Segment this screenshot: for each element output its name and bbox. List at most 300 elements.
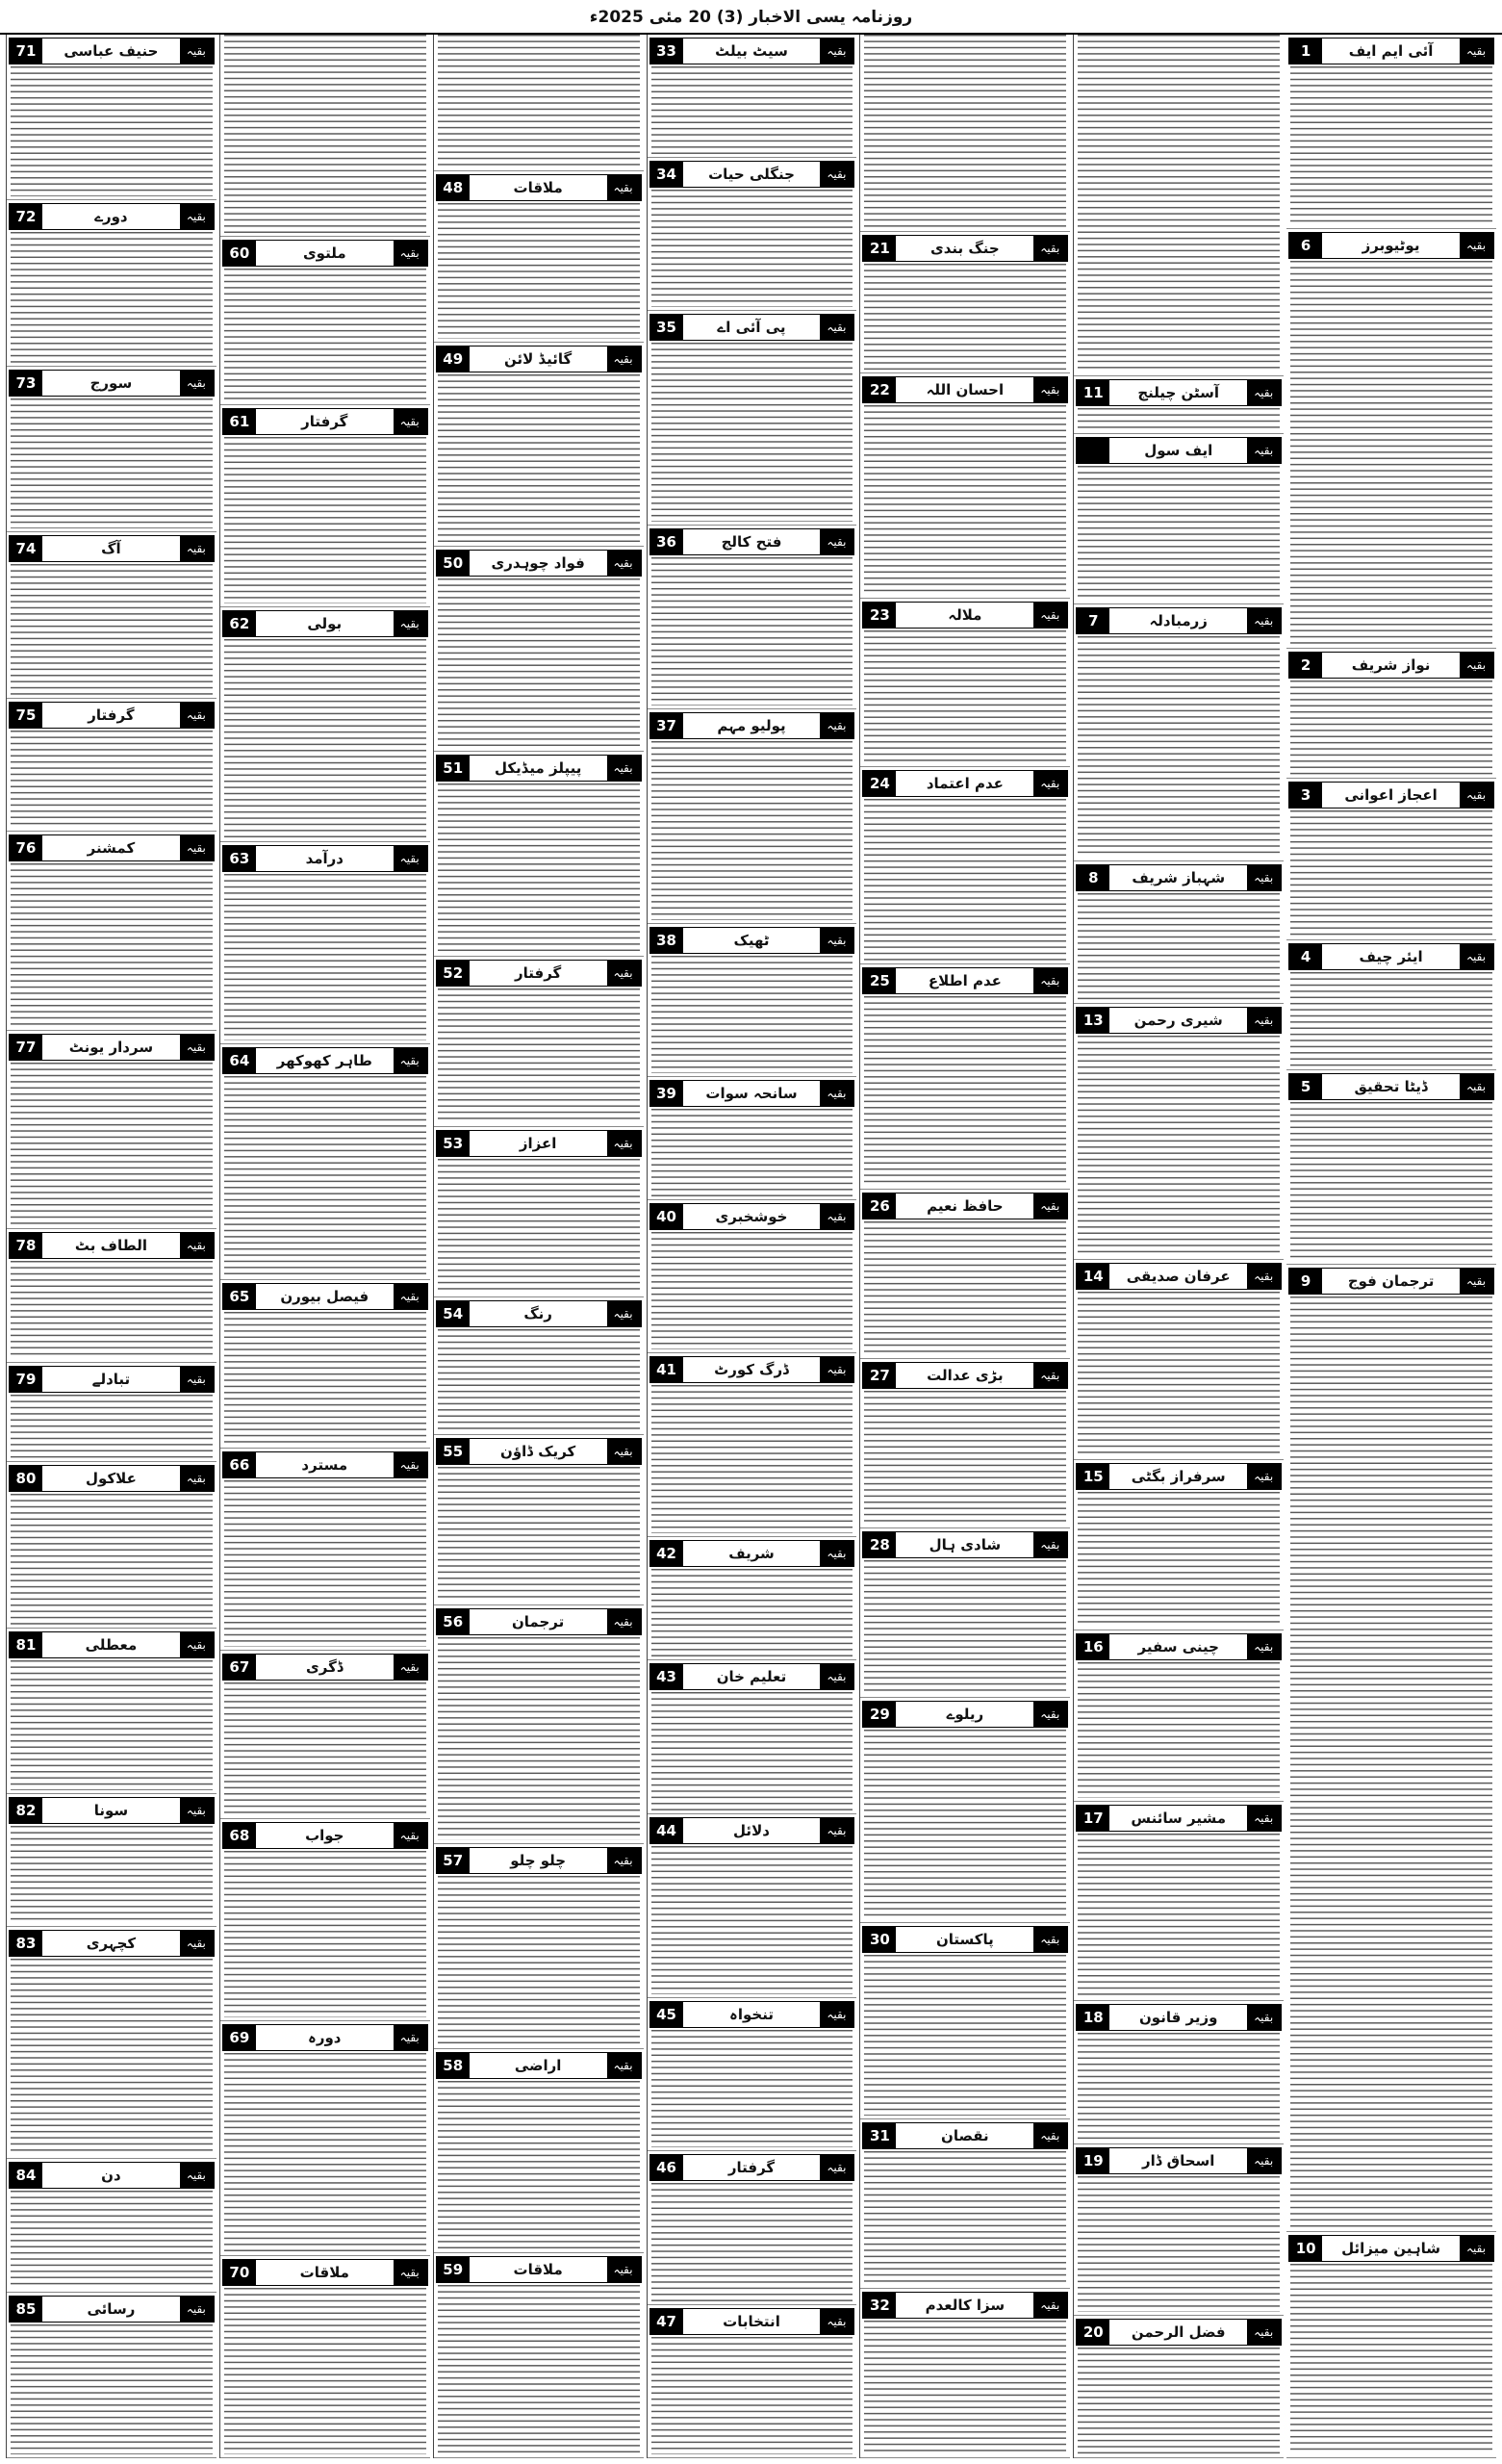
continuation-label: بقیہ [1247, 2148, 1281, 2173]
continuation-article [220, 1280, 430, 1449]
article-title: جنگ بندی [896, 236, 1033, 261]
continuation-label: بقیہ [394, 2260, 427, 2285]
article-header [436, 2256, 642, 2283]
article-body-text [11, 1261, 213, 1358]
article-number: 58 [437, 2053, 470, 2078]
article-header [649, 528, 855, 555]
article-title: خوشخبری [683, 1204, 821, 1229]
continuation-label: بقیہ [180, 1632, 214, 1657]
article-number: 67 [223, 1655, 256, 1680]
article-body-text [438, 1876, 640, 2045]
article-number: 75 [10, 703, 42, 728]
article-header [1076, 379, 1282, 406]
continuation-label: بقیہ [820, 529, 853, 554]
article-title: شادی ہال [896, 1532, 1033, 1557]
continuation-label: بقیہ [180, 1367, 214, 1392]
continuation-label: بقیہ [1033, 1532, 1067, 1557]
continuation-article [1286, 940, 1496, 1070]
article-number: 40 [650, 1204, 683, 1229]
continuation-article [220, 1044, 430, 1280]
article-header [436, 1847, 642, 1874]
news-column [433, 35, 644, 2458]
article-body-text [864, 1391, 1066, 1525]
article-body-text [438, 783, 640, 953]
article-header [1288, 38, 1494, 64]
article-header [649, 1203, 855, 1230]
continuation-article [648, 2151, 857, 2304]
article-body-text [224, 1682, 426, 1815]
article-title: ملالہ [896, 603, 1033, 628]
article-body-text [1078, 1292, 1280, 1455]
article-title: رسائی [42, 2297, 180, 2322]
continuation-article [648, 924, 857, 1077]
article-title: گرفتار [42, 703, 180, 728]
article-header [649, 314, 855, 341]
article-header [1076, 1633, 1282, 1660]
continuation-article [7, 699, 216, 832]
article-header [222, 610, 428, 637]
article-header [862, 1362, 1068, 1389]
article-header [9, 1034, 215, 1061]
article-header [436, 960, 642, 987]
continuation-label: بقیہ [1247, 2320, 1281, 2345]
article-number: 38 [650, 928, 683, 953]
article-number: 60 [223, 241, 256, 266]
article-body-text [864, 2321, 1066, 2454]
article-body-text [864, 35, 1066, 228]
article-title: حافظ نعیم [896, 1194, 1033, 1219]
article-header [436, 1438, 642, 1465]
article-header [222, 2259, 428, 2286]
article-header [649, 1080, 855, 1107]
article-title: وزیر قانون [1109, 2005, 1247, 2030]
article-title: کریک ڈاؤن [470, 1439, 607, 1464]
article-header [436, 755, 642, 782]
continuation-label: بقیہ [820, 2309, 853, 2334]
article-header [9, 1232, 215, 1259]
article-title: ایئر چیف [1322, 944, 1460, 969]
article-body-text [224, 639, 426, 839]
continuation-label: بقیہ [1247, 865, 1281, 890]
continuation-label: بقیہ [820, 1541, 853, 1566]
article-title: اسحاق ڈار [1109, 2148, 1247, 2173]
article-header [649, 1663, 855, 1690]
article-number: 42 [650, 1541, 683, 1566]
article-body-text [1078, 636, 1280, 857]
article-body-text [1078, 1036, 1280, 1256]
newspaper-dateline: روزنامہ یسی الاخبار (3) 20 مئی 2025ء [0, 0, 1502, 35]
article-body-text [1290, 972, 1492, 1066]
article-header [222, 1451, 428, 1478]
article-body-text [1078, 35, 1280, 372]
article-number: 36 [650, 529, 683, 554]
article-number: 79 [10, 1367, 42, 1392]
article-body-text [651, 190, 853, 307]
article-header [1076, 1805, 1282, 1832]
article-number: 85 [10, 2297, 42, 2322]
article-title: احسان اللہ [896, 377, 1033, 402]
article-body-text [651, 1846, 853, 1994]
article-number: 13 [1077, 1008, 1109, 1033]
continuation-article [1286, 229, 1496, 649]
article-header [1076, 1463, 1282, 1490]
article-number: 43 [650, 1664, 683, 1689]
article-number: 68 [223, 1823, 256, 1848]
article-number: 17 [1077, 1806, 1109, 1831]
article-header [1288, 232, 1494, 259]
article-title: عدم اطلاع [896, 968, 1033, 993]
article-title: جنگلی حیات [683, 162, 821, 187]
article-body-text [224, 1480, 426, 1647]
article-number [1077, 438, 1109, 463]
article-header [436, 1300, 642, 1327]
article-title: ریلوے [896, 1702, 1033, 1727]
article-header [1288, 1073, 1494, 1100]
continuation-article [220, 842, 430, 1044]
continuation-article [860, 1698, 1070, 1923]
article-number: 53 [437, 1131, 470, 1156]
article-header [862, 2292, 1068, 2319]
article-title: ایف سول [1109, 438, 1247, 463]
article-number: 65 [223, 1284, 256, 1309]
article-body-text [438, 203, 640, 338]
article-number: 29 [863, 1702, 896, 1727]
article-title: درآمد [256, 846, 394, 871]
article-number: 41 [650, 1357, 683, 1382]
continuation-article [434, 1844, 644, 2049]
article-header [9, 1930, 215, 1957]
article-body-text [1290, 261, 1492, 645]
continuation-label: بقیہ [1247, 1264, 1281, 1289]
continuation-article [7, 2293, 216, 2458]
article-title: تنخواہ [683, 2002, 821, 2027]
article-title: علاکول [42, 1466, 180, 1491]
article-header [222, 1654, 428, 1681]
article-body-text [1290, 1296, 1492, 2228]
continuation-label: بقیہ [820, 2155, 853, 2180]
continuation-label: بقیہ [180, 1035, 214, 1060]
article-title: دورہ [256, 2025, 394, 2050]
article-number: 11 [1077, 380, 1109, 405]
article-number: 22 [863, 377, 896, 402]
article-number: 78 [10, 1233, 42, 1258]
continuation-label: بقیہ [1247, 438, 1281, 463]
article-header [222, 1283, 428, 1310]
continuation-label: بقیہ [820, 1081, 853, 1106]
continuation-label: بقیہ [607, 1439, 641, 1464]
continuation-article [1074, 604, 1284, 860]
continuation-label: بقیہ [1247, 380, 1281, 405]
continuation-article [1074, 1802, 1284, 2001]
article-title: ترجمان فوج [1322, 1269, 1460, 1294]
article-number: 6 [1289, 233, 1322, 258]
article-number: 48 [437, 175, 470, 200]
article-number: 15 [1077, 1464, 1109, 1489]
article-title: سردار یونٹ [42, 1035, 180, 1060]
continuation-article [434, 752, 644, 957]
continuation-label: بقیہ [820, 315, 853, 340]
article-number: 20 [1077, 2320, 1109, 2345]
article-header [1076, 437, 1282, 464]
article-number: 19 [1077, 2148, 1109, 2173]
article-number: 34 [650, 162, 683, 187]
continuation-label: بقیہ [1247, 1634, 1281, 1659]
continuation-label: بقیہ [394, 1048, 427, 1073]
article-number: 70 [223, 2260, 256, 2285]
article-header [862, 1531, 1068, 1558]
article-title: اعزاز [470, 1131, 607, 1156]
continuation-label: بقیہ [820, 1818, 853, 1843]
continuation-article [1074, 1260, 1284, 1459]
article-title: گائیڈ لائن [470, 346, 607, 372]
continuation-label: بقیہ [820, 928, 853, 953]
article-number: 49 [437, 346, 470, 372]
article-title: پیپلز میڈیکل [470, 756, 607, 781]
article-body-text [11, 2191, 213, 2288]
continuation-label: بقیہ [1033, 1363, 1067, 1388]
continuation-label: بقیہ [1033, 1927, 1067, 1952]
continuation-article [7, 2159, 216, 2292]
continuation-article [648, 1660, 857, 1813]
continuation-article [7, 1363, 216, 1463]
continuation-label: بقیہ [1460, 1269, 1493, 1294]
article-number: 52 [437, 961, 470, 986]
continuation-article [648, 35, 857, 158]
newspaper-page [6, 35, 1496, 2458]
article-title: تبادلے [42, 1367, 180, 1392]
article-body-text [438, 35, 640, 167]
article-number: 84 [10, 2163, 42, 2188]
article-body-text [11, 1395, 213, 1459]
continuation-article [220, 2256, 430, 2458]
continuation-label: بقیہ [820, 1357, 853, 1382]
article-header [649, 2001, 855, 2028]
article-number: 80 [10, 1466, 42, 1491]
continuation-article [434, 1605, 644, 1844]
article-number: 74 [10, 536, 42, 561]
article-title: عرفان صدیقی [1109, 1264, 1247, 1289]
continuation-article [1074, 376, 1284, 434]
continuation-article [860, 2289, 1070, 2458]
article-header [649, 2154, 855, 2181]
article-body-text [11, 863, 213, 1027]
news-column [219, 35, 430, 2458]
continuation-label: بقیہ [394, 2025, 427, 2050]
continuation-article [648, 158, 857, 311]
article-body-text [864, 2151, 1066, 2285]
article-header [862, 2122, 1068, 2149]
article-title: معطلی [42, 1632, 180, 1657]
article-header [1076, 2319, 1282, 2346]
continuation-label: بقیہ [1460, 38, 1493, 64]
article-number: 72 [10, 204, 42, 229]
continuation-article [648, 1814, 857, 1998]
article-header [9, 1631, 215, 1658]
article-body-text [651, 1692, 853, 1810]
article-header [1288, 782, 1494, 808]
article-title: جواب [256, 1823, 394, 1848]
article-body-text [864, 1730, 1066, 1919]
article-title: اعجاز اعوانی [1322, 783, 1460, 808]
continuation-label: بقیہ [1033, 771, 1067, 796]
continuation-article [7, 1462, 216, 1628]
article-body-text [864, 405, 1066, 595]
article-number: 73 [10, 371, 42, 396]
article-number: 25 [863, 968, 896, 993]
article-body-text [651, 2183, 853, 2300]
continuation-label: بقیہ [394, 1823, 427, 1848]
article-title: طاہر کھوکھر [256, 1048, 394, 1073]
article-number: 5 [1289, 1074, 1322, 1099]
article-title: سیٹ بیلٹ [683, 38, 821, 64]
continuation-label: بقیہ [607, 1301, 641, 1326]
article-body-text [438, 1329, 640, 1430]
article-body-text [651, 2337, 853, 2454]
continuation-label: بقیہ [1247, 608, 1281, 633]
continuation-article [648, 311, 857, 526]
continuation-label: بقیہ [180, 1233, 214, 1258]
article-body-text [1078, 2033, 1280, 2140]
article-title: آگ [42, 536, 180, 561]
article-body-text [864, 264, 1066, 370]
article-body-text [11, 731, 213, 828]
article-header [1076, 2147, 1282, 2174]
article-body-text [11, 398, 213, 528]
continuation-label: بقیہ [1460, 653, 1493, 678]
article-body-text [224, 2288, 426, 2454]
continuation-article [1074, 2316, 1284, 2458]
article-number: 18 [1077, 2005, 1109, 2030]
article-body-text [1078, 2176, 1280, 2312]
article-body-text [864, 799, 1066, 961]
continuation-article [434, 1127, 644, 1297]
article-header [862, 967, 1068, 994]
article-title: مسترد [256, 1452, 394, 1477]
article-header [862, 1926, 1068, 1953]
article-title: اراضی [470, 2053, 607, 2078]
continuation-label: بقیہ [180, 1931, 214, 1956]
continuation-article [1074, 1630, 1284, 1802]
article-body-text [1078, 1834, 1280, 1997]
article-body-text [224, 2053, 426, 2253]
article-header [1288, 2235, 1494, 2262]
continuation-label: بقیہ [820, 2002, 853, 2027]
article-number: 69 [223, 2025, 256, 2050]
article-title: ڈیٹا تحقیق [1322, 1074, 1460, 1099]
continuation-label: بقیہ [1460, 1074, 1493, 1099]
continuation-label: بقیہ [607, 551, 641, 576]
article-title: پولیو مہم [683, 713, 821, 738]
continuation-label: بقیہ [1247, 2005, 1281, 2030]
article-number: 26 [863, 1194, 896, 1219]
continuation-article [860, 232, 1070, 373]
article-title: ڈرگ کورٹ [683, 1357, 821, 1382]
article-header [436, 550, 642, 577]
article-header [649, 1817, 855, 1844]
continuation-article [648, 2305, 857, 2458]
article-number: 54 [437, 1301, 470, 1326]
article-body-text [651, 741, 853, 920]
article-number: 50 [437, 551, 470, 576]
article-body-text [11, 1063, 213, 1226]
continuation-label: بقیہ [607, 1609, 641, 1634]
article-title: ملاقات [470, 175, 607, 200]
continuation-article [434, 1435, 644, 1605]
article-number: 7 [1077, 608, 1109, 633]
article-body-text [1290, 2264, 1492, 2454]
continuation-article [1286, 1265, 1496, 2232]
continuation-label: بقیہ [180, 1466, 214, 1491]
continuation-label: بقیہ [607, 175, 641, 200]
continuation-article [860, 964, 1070, 1190]
continuation-label: بقیہ [180, 2163, 214, 2188]
continuation-article [1074, 434, 1284, 605]
article-header [222, 1822, 428, 1849]
article-number: 4 [1289, 944, 1322, 969]
continuation-label: بقیہ [1460, 783, 1493, 808]
article-body-text [651, 2030, 853, 2147]
article-title: رنگ [470, 1301, 607, 1326]
article-number: 30 [863, 1927, 896, 1952]
article-title: دورے [42, 204, 180, 229]
article-title: دن [42, 2163, 180, 2188]
article-body-text [1078, 2348, 1280, 2454]
article-header [9, 702, 215, 729]
article-title: سورج [42, 371, 180, 396]
article-title: عدم اعتماد [896, 771, 1033, 796]
article-body-text [864, 1955, 1066, 2117]
article-number: 66 [223, 1452, 256, 1477]
article-header [1076, 1263, 1282, 1290]
article-body-text [11, 232, 213, 362]
continuation-label: بقیہ [394, 1452, 427, 1477]
article-body-text [224, 269, 426, 401]
article-body-text [438, 1159, 640, 1294]
continuation-label: بقیہ [1247, 1464, 1281, 1489]
article-body-text [11, 1826, 213, 1923]
article-body-text [224, 35, 426, 233]
continuation-article [434, 35, 644, 171]
article-title: تعلیم خان [683, 1664, 821, 1689]
article-number: 46 [650, 2155, 683, 2180]
article-header [9, 1366, 215, 1393]
continuation-label: بقیہ [1033, 377, 1067, 402]
article-body-text [864, 996, 1066, 1186]
article-title: کچہری [42, 1931, 180, 1956]
article-title: زرمبادلہ [1109, 608, 1247, 633]
continuation-article [860, 599, 1070, 768]
article-number: 56 [437, 1609, 470, 1634]
article-body-text [224, 1312, 426, 1445]
article-header [9, 1797, 215, 1824]
continuation-label: بقیہ [1033, 1702, 1067, 1727]
article-number: 8 [1077, 865, 1109, 890]
article-body-text [11, 1494, 213, 1624]
continuation-article [860, 767, 1070, 964]
continuation-article [7, 832, 216, 1031]
article-body-text [224, 1076, 426, 1276]
continuation-article [434, 1297, 644, 1434]
article-number: 28 [863, 1532, 896, 1557]
article-header [1288, 652, 1494, 679]
article-number: 81 [10, 1632, 42, 1657]
continuation-article [220, 1449, 430, 1651]
article-number: 9 [1289, 1269, 1322, 1294]
article-body-text [1078, 1492, 1280, 1628]
article-title: فواد چوہدری [470, 551, 607, 576]
article-number: 33 [650, 38, 683, 64]
article-title: گرفتار [256, 409, 394, 434]
